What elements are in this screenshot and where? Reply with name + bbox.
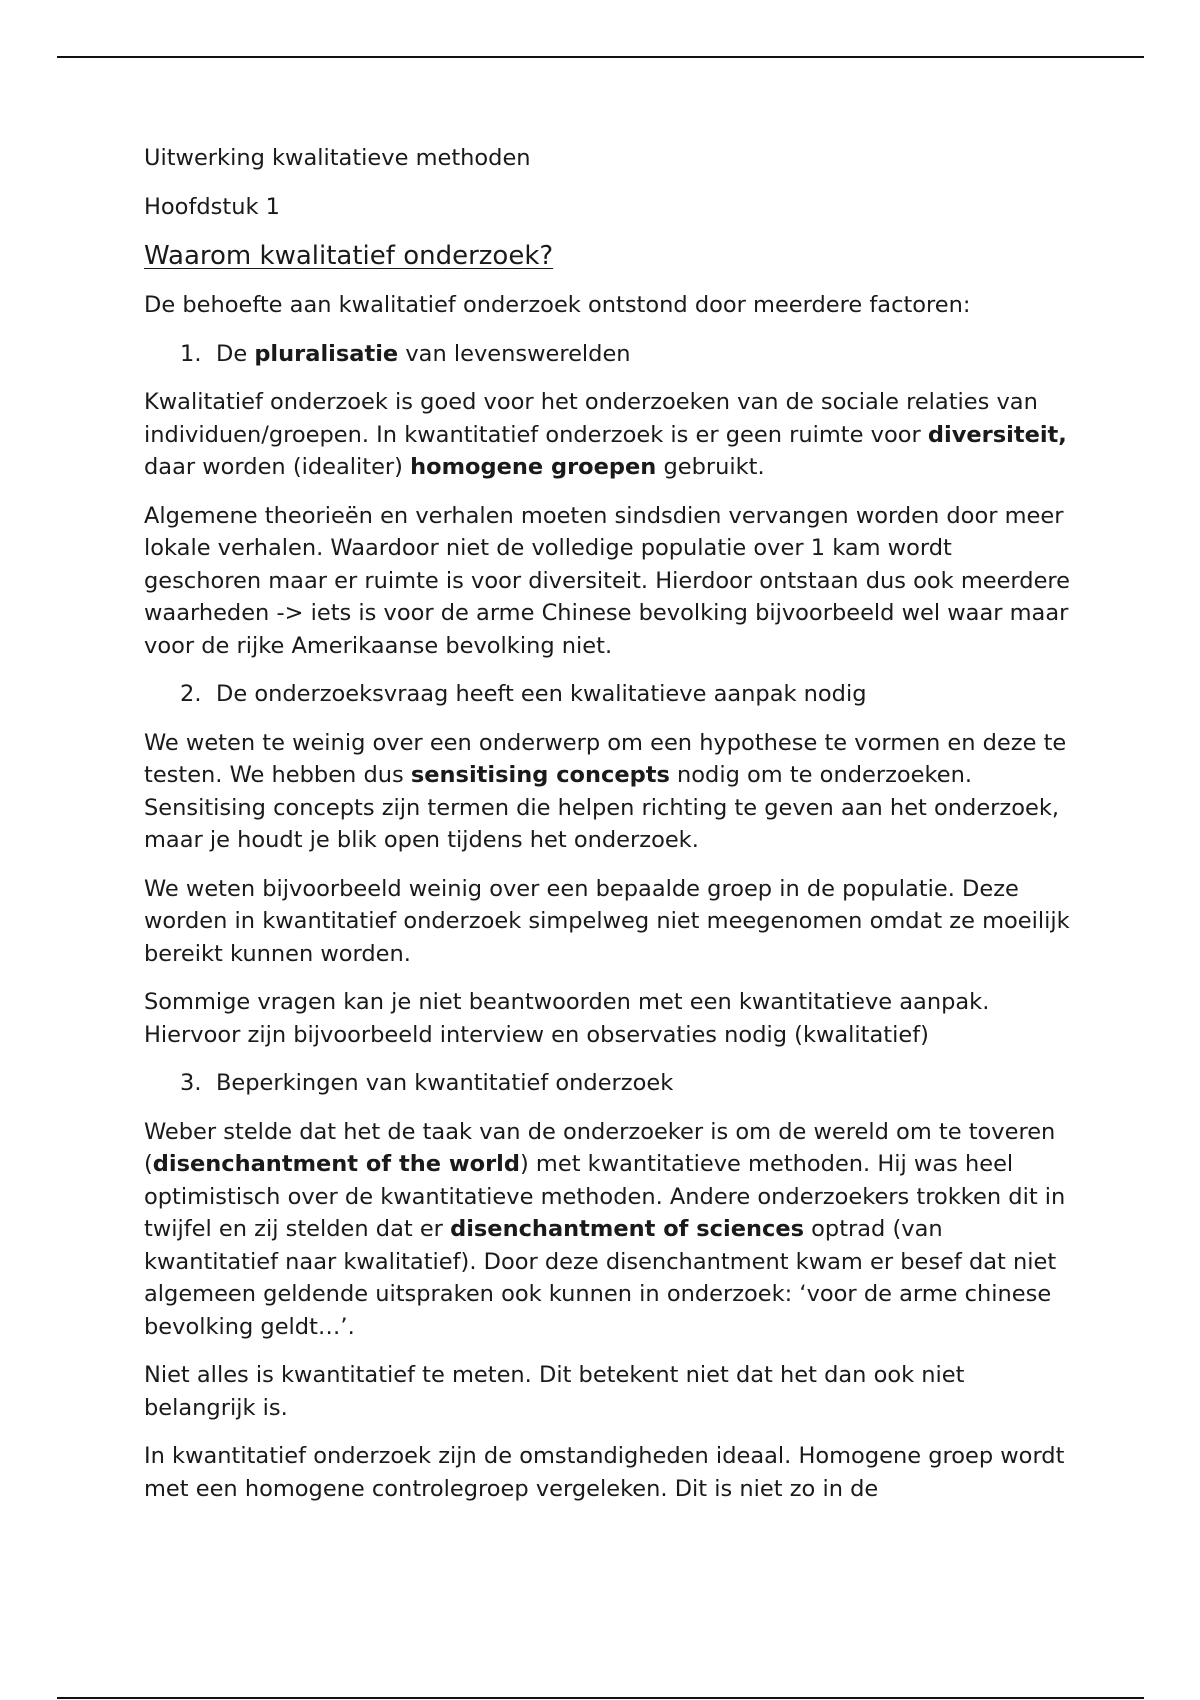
paragraph-sensitising-concepts: We weten te weinig over een onderwerp om een hypothese te vormen en deze te testen. We hebben dus sensitising concepts nodig om te onderzoeken. Sensitising concepts zijn termen die helpen richting te geven aan het onderzoek, maar je houdt je blik open tijdens het onderzoek. [144, 729, 1067, 853]
bottom-rule [57, 1697, 1144, 1699]
paragraph-not-measurable: Niet alles is kwantitatief te meten. Dit betekent niet dat het dan ook niet belangrijk is. [144, 1362, 965, 1421]
paragraph-ideal-circumstances: In kwantitatief onderzoek zijn de omstandigheden ideaal. Homogene groep wordt met een homogene controlegroep vergeleken. Dit is niet zo in de [144, 1443, 1065, 1502]
intro-paragraph: De behoefte aan kwalitatief onderzoek ontstond door meerdere factoren: [144, 292, 971, 318]
paragraph-diversity: Kwalitatief onderzoek is goed voor het onderzoeken van de sociale relaties van individuen/groepen. In kwantitatief onderzoek is er geen ruimte voor diversiteit, daar worden (idealiter) homogene groepen gebruikt. [144, 389, 1067, 480]
section-heading: Waarom kwalitatief onderzoek? [144, 241, 554, 271]
paragraph-weber: Weber stelde dat het de taak van de onderzoeker is om de wereld om te toveren (disenchantment of the world) met kwantitatieve methoden. Hij was heel optimistisch over de kwantitatieve methoden. Andere onderzoekers trokken dit in twijfel en zij stelden dat er disenchantment of sciences optrad (van kwantitatief naar kwalitatief). Door deze disenchantment kwam er besef dat niet algemeen geldende uitspraken ook kunnen in onderzoek: ‘voor de arme chinese bevolking geldt…’. [144, 1118, 1066, 1340]
top-rule [57, 56, 1144, 58]
item-number: 1. [180, 340, 202, 367]
item-text: De onderzoeksvraag heeft een kwalitatieve aanpak nodig [216, 681, 867, 707]
document-title: Uitwerking kwalitatieve methoden [144, 145, 531, 171]
item-number: 2. [180, 681, 202, 707]
item-text: Beperkingen van kwantitatief onderzoek [216, 1070, 674, 1096]
chapter-label: Hoofdstuk 1 [144, 193, 280, 220]
numbered-item-2 [144, 678, 1074, 711]
paragraph-population-group: We weten bijvoorbeeld weinig over een bepaalde groep in de populatie. Deze worden in kwantitatief onderzoek simpelweg niet meegenomen omdat ze moeilijk bereikt kunnen worden. [144, 875, 1070, 967]
document-page [144, 142, 1074, 1521]
paragraph-questions: Sommige vragen kan je niet beantwoorden met een kwantitatieve aanpak. Hiervoor zijn bijvoorbeeld interview en observaties nodig (kwalitatief) [144, 989, 990, 1048]
numbered-item-3 [144, 1067, 1074, 1100]
item-text: De pluralisatie van levenswerelden [216, 340, 631, 367]
paragraph-local-stories: Algemene theorieën en verhalen moeten sindsdien vervangen worden door meer lokale verhalen. Waardoor niet de volledige populatie over 1 kam wordt geschoren maar er ruimte is voor diversiteit. Hierdoor ontstaan dus ook meerdere waarheden -> iets is voor de arme Chinese bevolking bijvoorbeeld wel waar maar voor de rijke Amerikaanse bevolking niet. [144, 502, 1071, 659]
item-number: 3. [180, 1070, 202, 1096]
numbered-item-1 [144, 338, 1074, 371]
